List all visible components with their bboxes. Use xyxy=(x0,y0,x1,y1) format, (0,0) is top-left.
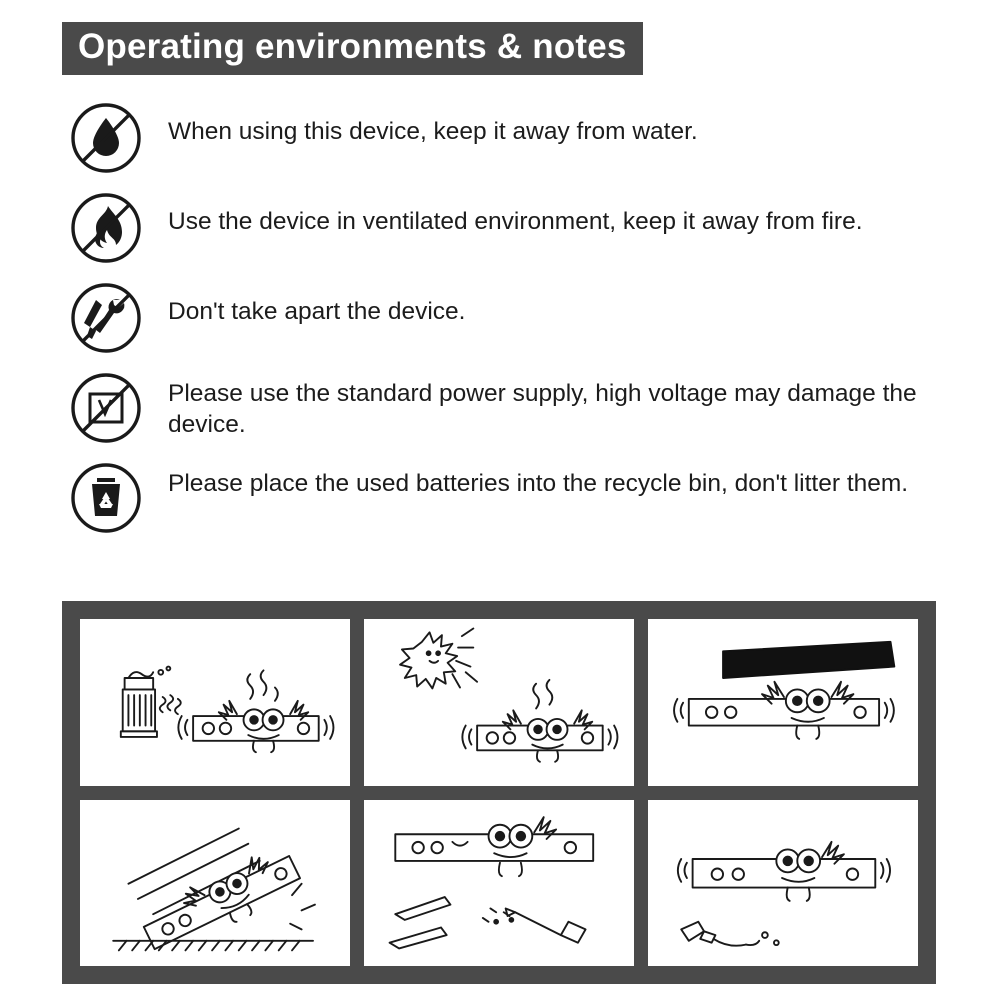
note-item xyxy=(68,280,948,356)
note-item xyxy=(68,190,948,266)
note-text: When using this device, keep it away from water. xyxy=(168,118,698,145)
panel-drop-warning xyxy=(80,800,350,967)
note-item xyxy=(68,100,948,176)
panel-liquids-warning xyxy=(648,800,918,967)
note-text: Please use the standard power supply, high voltage may damage the device. xyxy=(168,380,917,439)
notes-list xyxy=(68,100,948,550)
no-fire-icon xyxy=(68,190,144,266)
note-text: Don't take apart the device. xyxy=(168,298,466,325)
no-disassembly-icon xyxy=(68,280,144,356)
no-high-voltage-icon xyxy=(68,370,144,446)
comic-panel-grid xyxy=(62,601,936,984)
note-text: Please place the used batteries into the recycle bin, don't litter them. xyxy=(168,470,909,497)
note-text: Use the device in ventilated environment, keep it away from fire. xyxy=(168,208,863,235)
panel-heavy-object-warning xyxy=(648,619,918,786)
page-title: Operating environments & notes xyxy=(62,22,643,75)
panel-sunlight-warning xyxy=(364,619,634,786)
recycle-bin-icon xyxy=(68,460,144,536)
no-water-icon xyxy=(68,100,144,176)
panel-heater-warning xyxy=(80,619,350,786)
note-item xyxy=(68,370,948,446)
panel-sharp-objects-warning xyxy=(364,800,634,967)
note-item xyxy=(68,460,948,536)
